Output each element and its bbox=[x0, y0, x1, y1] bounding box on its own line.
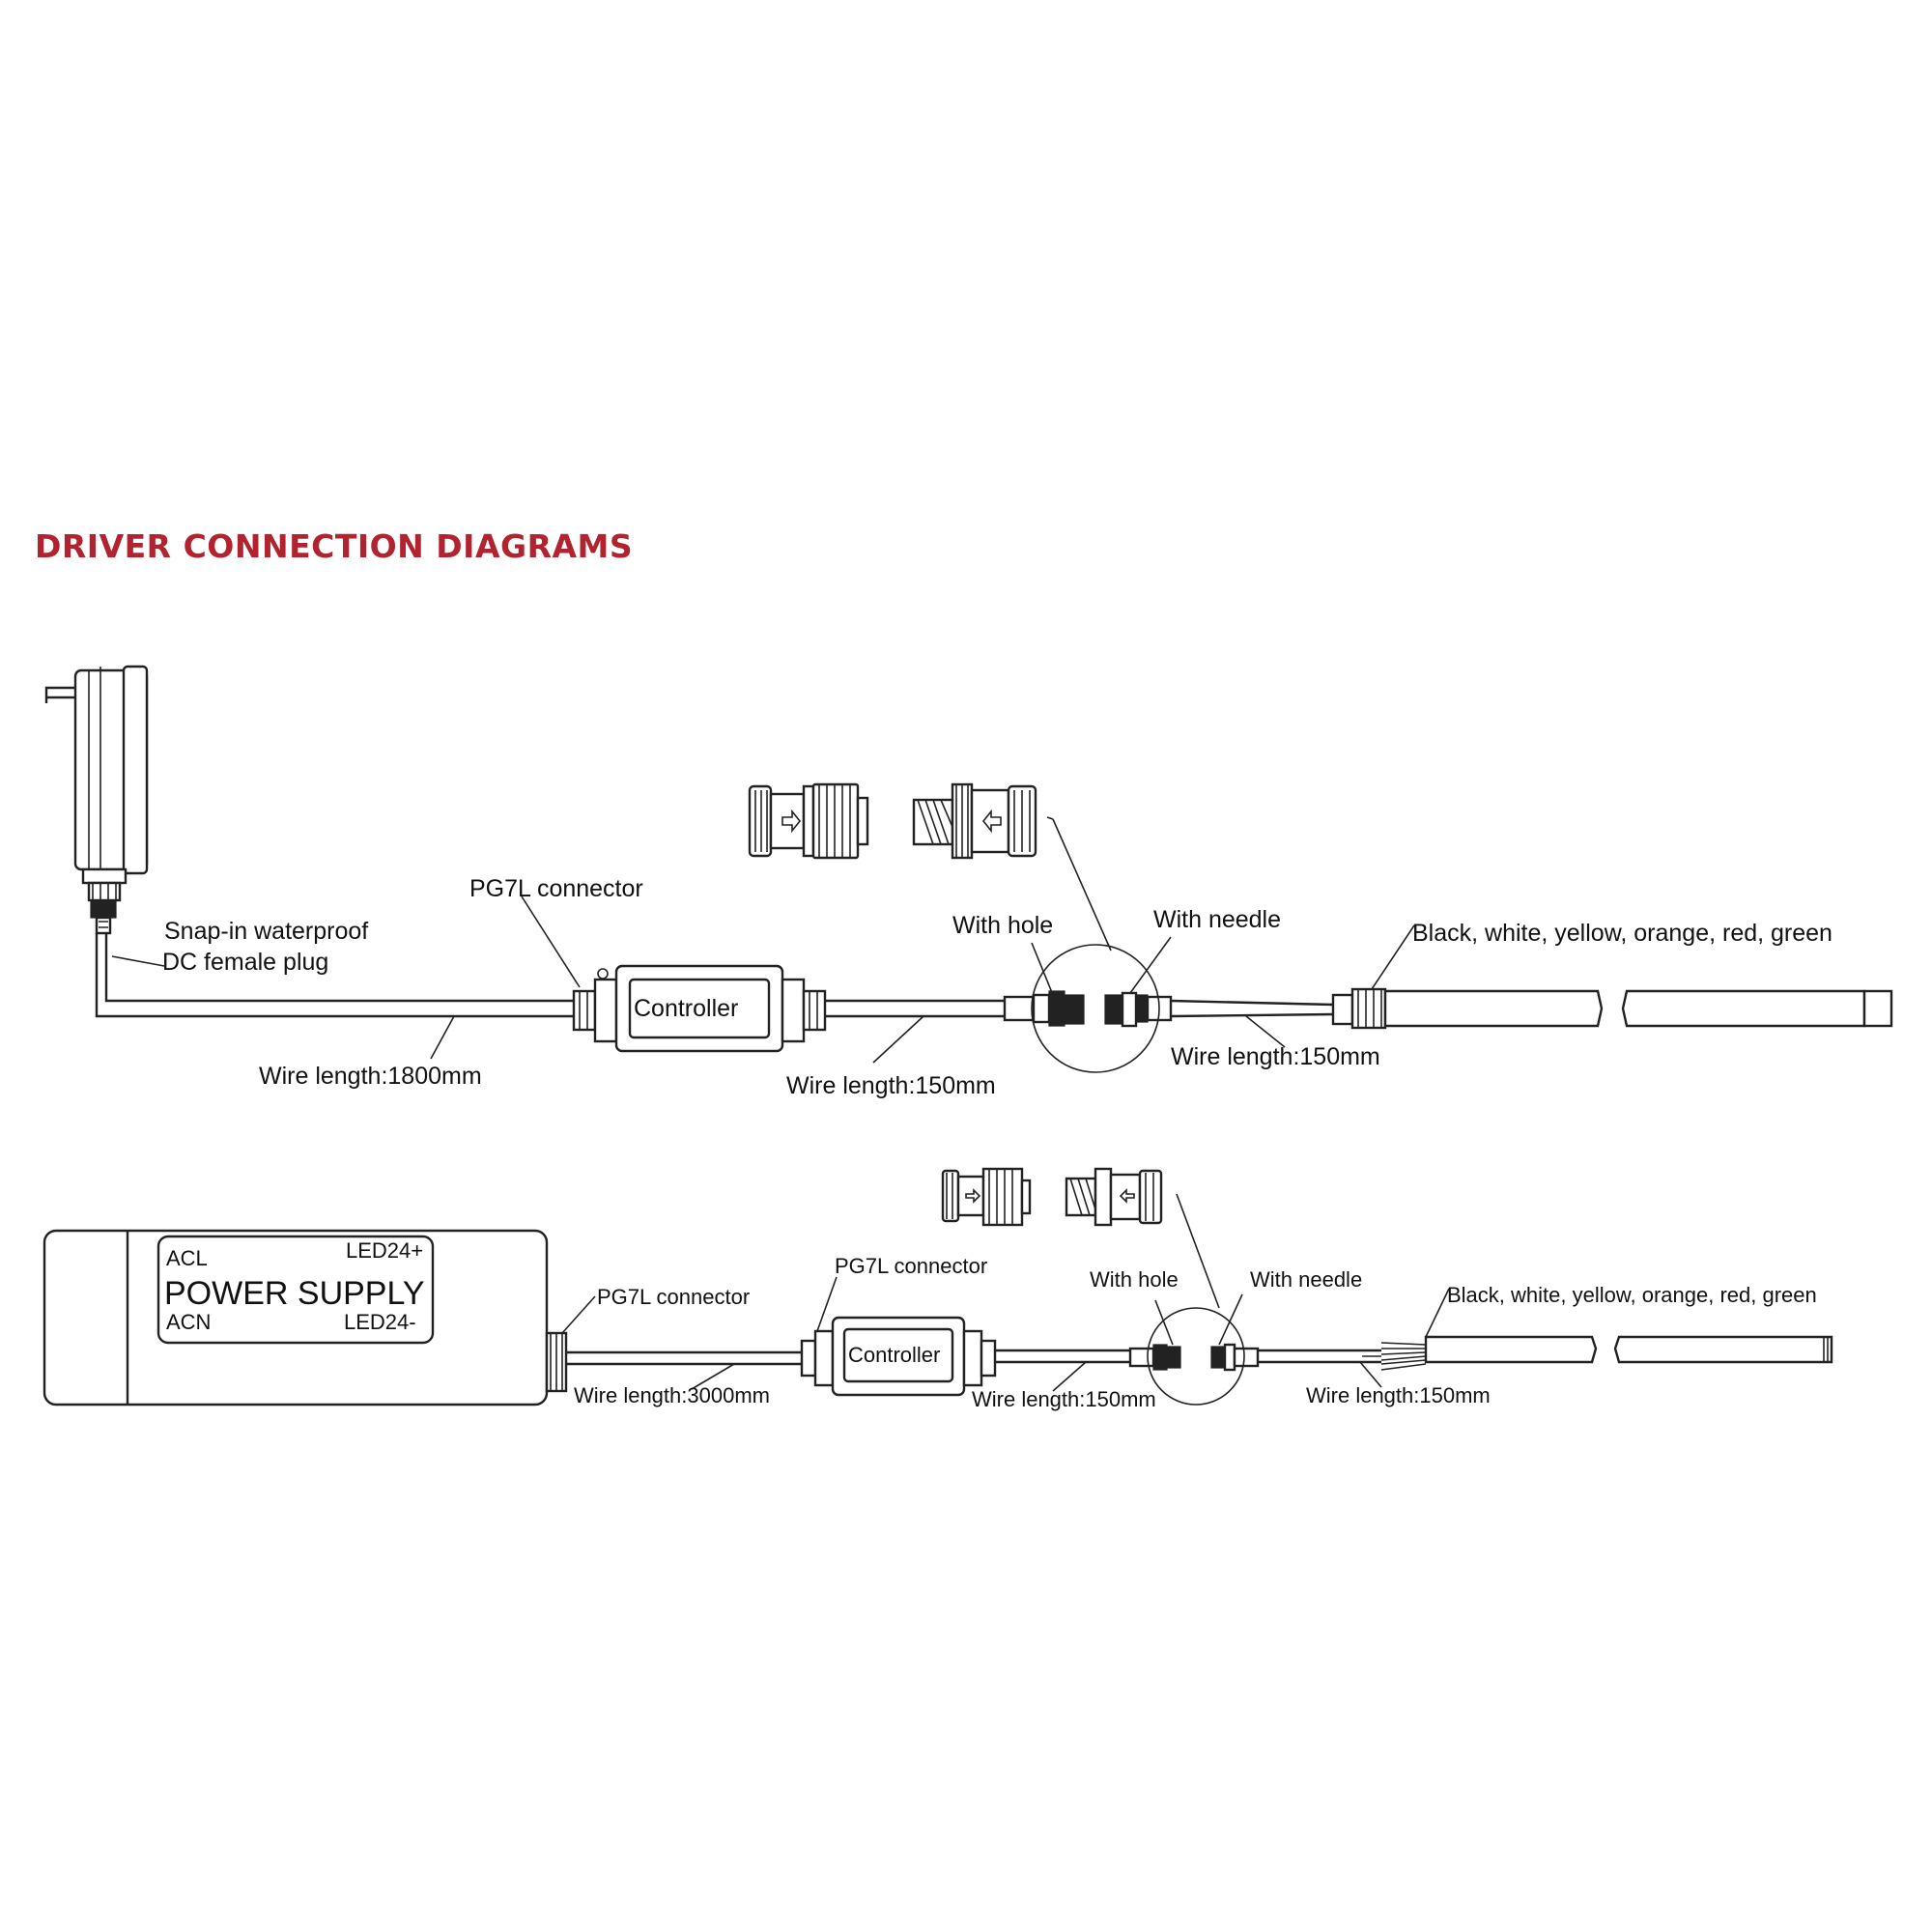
pg7l-label-b: PG7L connector bbox=[835, 1254, 988, 1278]
with-needle-label-2: With needle bbox=[1250, 1267, 1363, 1292]
wire-length-150-b: Wire length:150mm bbox=[1171, 1043, 1380, 1070]
wire-length-150-a: Wire length:150mm bbox=[786, 1072, 996, 1099]
wire-length-1800: Wire length:1800mm bbox=[259, 1063, 482, 1090]
ps-led-minus-label: LED24- bbox=[344, 1310, 416, 1334]
controller-label-2: Controller bbox=[848, 1343, 941, 1367]
pg7l-label-a: PG7L connector bbox=[597, 1285, 751, 1309]
waterproof-connector-pair-2 bbox=[1130, 1194, 1258, 1405]
diagram-wall-adapter-setup bbox=[46, 667, 1891, 1099]
wire-length-150-d: Wire length:150mm bbox=[1306, 1383, 1491, 1407]
plug-label-line2: DC female plug bbox=[162, 949, 329, 976]
led-strip bbox=[1333, 989, 1891, 1028]
wire-length-3000: Wire length:3000mm bbox=[574, 1383, 770, 1407]
ps-title: POWER SUPPLY bbox=[164, 1275, 425, 1312]
pg7l-label: PG7L connector bbox=[469, 875, 643, 902]
ps-led-plus-label: LED24+ bbox=[346, 1238, 424, 1263]
led-strip-2 bbox=[1381, 1337, 1832, 1370]
ps-acl-label: ACL bbox=[166, 1246, 208, 1270]
wire-colors-label: Black, white, yellow, orange, red, green bbox=[1412, 920, 1833, 947]
controller-label: Controller bbox=[634, 995, 739, 1022]
wire-length-150-c: Wire length:150mm bbox=[972, 1387, 1156, 1411]
diagram-power-supply-setup bbox=[44, 1169, 1832, 1411]
with-needle-label: With needle bbox=[1153, 906, 1282, 933]
connector-detail-male bbox=[914, 784, 1036, 858]
with-hole-label-2: With hole bbox=[1090, 1267, 1179, 1292]
ps-acn-label: ACN bbox=[166, 1310, 212, 1334]
connector-detail-female bbox=[750, 784, 867, 858]
power-supply bbox=[44, 1231, 566, 1405]
connector-detail-female-2 bbox=[943, 1169, 1030, 1225]
wire-colors-label-2: Black, white, yellow, orange, red, green bbox=[1447, 1283, 1817, 1307]
page-title: DRIVER CONNECTION DIAGRAMS bbox=[35, 527, 634, 565]
with-hole-label: With hole bbox=[952, 912, 1054, 939]
connector-detail-male-2 bbox=[1066, 1169, 1161, 1225]
wall-adapter bbox=[46, 667, 147, 933]
plug-label-line1: Snap-in waterproof bbox=[164, 918, 369, 945]
